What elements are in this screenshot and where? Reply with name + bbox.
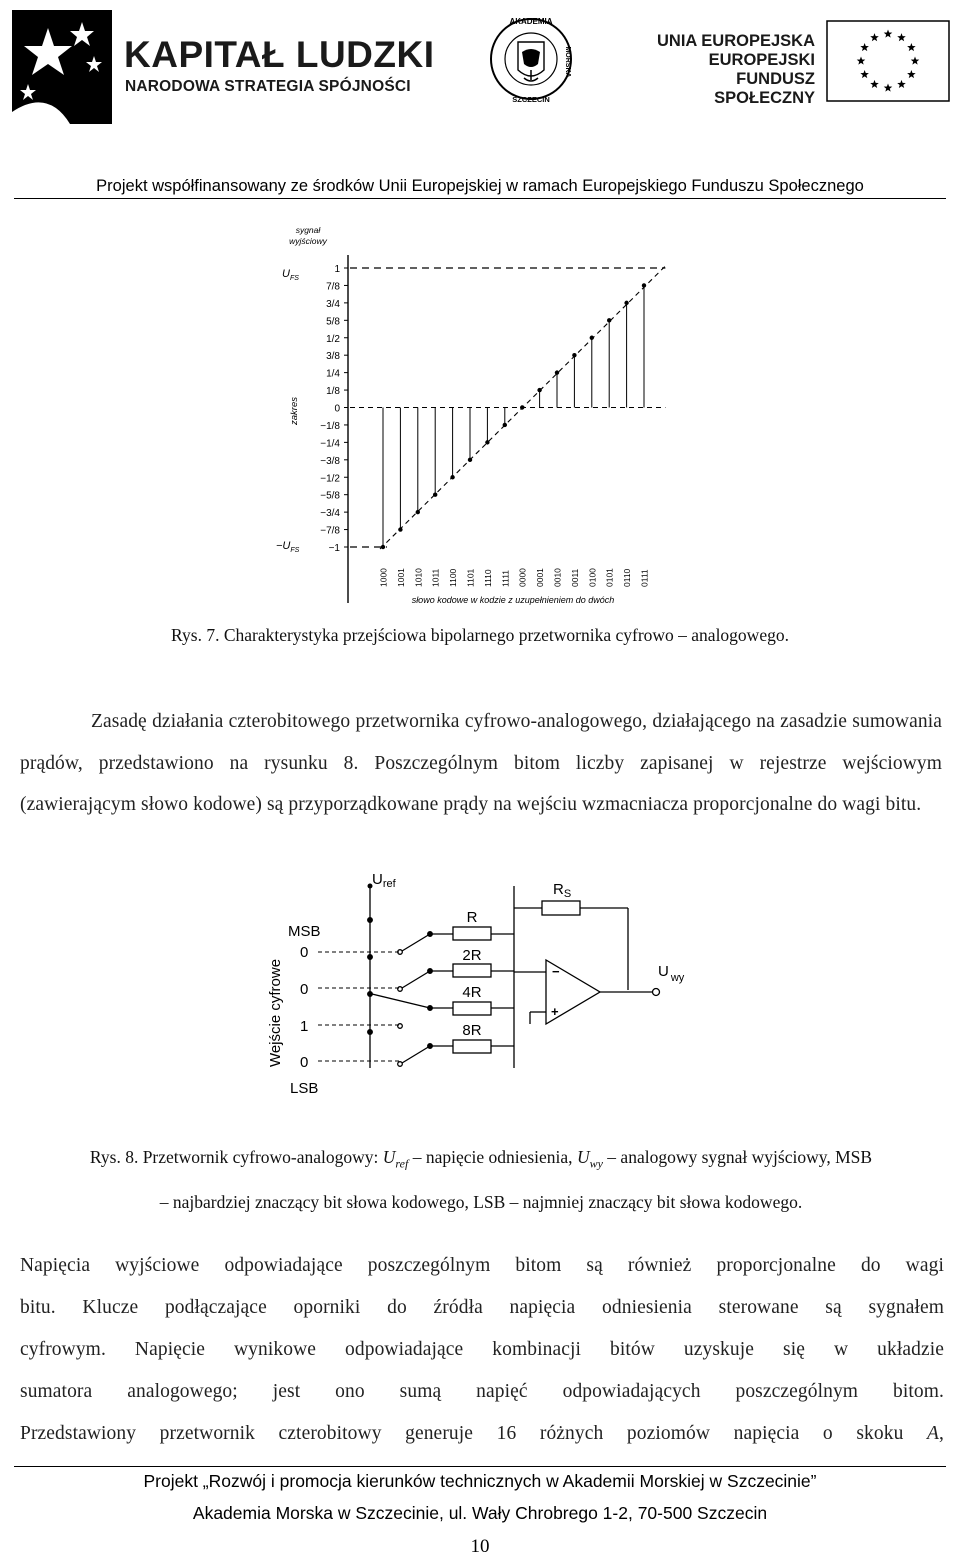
output-point (642, 283, 646, 287)
output-point (398, 527, 402, 531)
svg-text:SZCZECIN: SZCZECIN (512, 95, 550, 104)
y-tick-label: 7/8 (326, 281, 340, 293)
switch-contact-ref (368, 992, 373, 997)
ue-line-2: EUROPEJSKI (708, 51, 815, 69)
paragraph-2 (20, 1245, 944, 1455)
y-tick-label: 5/8 (326, 316, 340, 328)
y-axis-title-line-1: sygnał (295, 225, 321, 235)
switch-contact-ref (368, 1030, 373, 1035)
resistor-label-8r: 8R (462, 1022, 482, 1039)
lsb-label: LSB (290, 1080, 319, 1097)
switch-blade (372, 994, 430, 1008)
caption-8-uref: $U_{ref}$ (382, 1147, 409, 1171)
eu-flag-icon (826, 20, 950, 102)
switch-blade (402, 1046, 430, 1063)
switch-blade (402, 934, 430, 951)
output-point (624, 301, 628, 305)
caption-8-part-b: – napięcie odniesienia, (408, 1147, 577, 1167)
output-point (503, 423, 507, 427)
code-label: 0111 (639, 569, 650, 587)
variable-a: A (927, 1423, 940, 1444)
ue-line-3: FUNDUSZ SPOŁECZNY (714, 70, 815, 107)
y-tick-label: −3/8 (320, 455, 340, 467)
output-point (468, 458, 472, 462)
caption-8-part-a: Rys. 8. Przetwornik cyfrowo-analogowy: (89, 1147, 383, 1167)
y-tick-label: 3/8 (326, 351, 340, 363)
y-tick-label: 1/2 (326, 333, 340, 345)
output-point (590, 336, 594, 340)
code-label: 1011 (430, 568, 441, 587)
figure-7-caption: Rys. 7. Charakterystyka przejściowa bipolarnego przetwornika cyfrowo – analogowego. (171, 625, 789, 645)
output-point (520, 405, 524, 409)
para2-line-1: Napięcia wyjściowe odpowiadające poszczególnym bitom są również proporcjonalne do wagi (20, 1255, 944, 1276)
code-label: 1010 (413, 568, 424, 587)
figure-8-caption (20, 1138, 942, 1221)
para2-line-5: Przedstawiony przetwornik czterobitowy generuje 16 różnych poziomów napięcia o skoku A, (20, 1423, 944, 1444)
output-point (450, 475, 454, 479)
switch-contact-ground (398, 987, 403, 992)
para2-line-4: sumatora analogowego; jest ono sumą napięć odpowiadających poszczególnym bitom. (20, 1381, 944, 1402)
resistor-label-2r: 2R (462, 947, 482, 964)
resistor-label-4r: 4R (462, 984, 482, 1001)
caption-8-uwy: $U_{wy}$ (576, 1147, 603, 1171)
figure-7-transfer-characteristic (270, 215, 690, 610)
uref-label: $U_{ref}$ (372, 871, 396, 890)
header (0, 0, 960, 200)
para2-line-3: cyfrowym. Napięcie wynikowe odpowiadające kombinacji bitów uzyskuje się w układzie (20, 1339, 944, 1360)
switch-contact-ref (368, 918, 373, 923)
kapital-ludzki-logo-icon (8, 8, 116, 126)
output-point (555, 370, 559, 374)
y-tick-label: −7/8 (320, 525, 340, 537)
ufs-positive-label: $U_{FS}$ (282, 268, 299, 282)
y-tick-label: −1/2 (320, 473, 340, 485)
caption-8-part-c: – analogowy sygnał wyjściowy, MSB (602, 1147, 873, 1167)
uwy-label: U $_{wy}$ (658, 963, 685, 984)
caption-8-line-2: – najbardziej znaczący bit słowa kodowego, LSB – najmniej znaczący bit słowa kodowego. (159, 1191, 803, 1212)
code-label: 1111 (500, 569, 511, 587)
ufs-negative-label: $-U_{FS}$ (276, 540, 300, 554)
page-number: 10 (470, 1536, 490, 1557)
opamp-minus: − (552, 964, 560, 979)
output-point (381, 545, 385, 549)
y-tick-label: 1/8 (326, 386, 340, 398)
ue-line-1: UNIA EUROPEJSKA (657, 32, 815, 50)
msb-label: MSB (288, 923, 321, 940)
code-label: 0100 (587, 568, 598, 587)
y-tick-label: −1 (328, 543, 340, 554)
figure-8-dac-circuit (260, 868, 710, 1098)
output-point (416, 510, 420, 514)
output-point (485, 440, 489, 444)
code-label: 1110 (482, 569, 493, 587)
switch-blade (402, 971, 430, 988)
bit-0-label: 0 (300, 944, 309, 961)
switch-contact-ground (398, 1024, 403, 1029)
code-label: 0000 (517, 568, 528, 587)
x-axis-label: słowo kodowe w kodzie z uzupełnieniem do dwóch (411, 595, 615, 605)
range-label: zakres (289, 397, 300, 425)
y-tick-label: 1/4 (326, 368, 340, 380)
para2-line-2: bitu. Klucze podłączające oporniki do źródła napięcia odniesienia sterowane są sygnałem (20, 1297, 944, 1318)
header-divider (14, 198, 946, 199)
svg-text:MORSKA: MORSKA (564, 46, 571, 78)
switch-contact-ref (368, 955, 373, 960)
code-label: 0010 (552, 568, 563, 587)
ue-text-block (640, 32, 815, 108)
kapital-ludzki-title: KAPITAŁ LUDZKI (124, 34, 435, 75)
y-tick-label: 3/4 (326, 298, 340, 310)
y-tick-label: −1/8 (320, 420, 340, 432)
opamp-plus: + (551, 1004, 559, 1019)
footer-divider (14, 1466, 946, 1467)
akademia-morska-seal-icon (488, 12, 574, 106)
paragraph-1: Zasadę działania czterobitowego przetwornika cyfrowo-analogowego, działającego na zasadzie sumowania prądów, przedstawiono na rysunku 8. Poszczególnym bitom liczby zapisanej w rejestrze wejściowym (zawierającym słowo kodowe) są przyporządkowane prądy na wejściu wzmacniacza proporcjonalne do wagi bitu. (20, 711, 942, 815)
y-tick-label: 1 (334, 264, 340, 275)
bit-2-label: 1 (300, 1018, 309, 1035)
footer-project: Projekt „Rozwój i promocja kierunków technicznych w Akademii Morskiej w Szczecinie” (143, 1471, 817, 1491)
y-tick-label: −3/4 (320, 508, 340, 520)
code-label: 1000 (378, 568, 389, 587)
code-label: 1100 (448, 568, 459, 587)
code-label: 1001 (395, 568, 406, 587)
footer-address: Akademia Morska w Szczecinie, ul. Wały Chrobrego 1-2, 70-500 Szczecin (192, 1503, 768, 1523)
y-tick-label: −1/4 (320, 438, 340, 450)
y-tick-label: 0 (334, 403, 340, 415)
code-label: 0011 (569, 568, 580, 587)
output-point (433, 492, 437, 496)
code-label: 0001 (535, 568, 546, 587)
bit-3-label: 0 (300, 1054, 309, 1071)
output-point (607, 318, 611, 322)
bit-1-label: 0 (300, 981, 309, 998)
code-label: 0101 (604, 568, 615, 587)
input-label: Wejście cyfrowe (267, 958, 284, 1068)
rs-label: $R_S$ (553, 881, 572, 900)
kapital-ludzki-subtitle: NARODOWA STRATEGIA SPÓJNOŚCI (125, 78, 411, 95)
cofinance-line: Projekt współfinansowany ze środków Unii Europejskiej w ramach Europejskiego Funduszu Społecznego (96, 177, 864, 195)
resistor-label-r: R (466, 909, 478, 926)
switch-contact-ground (398, 1062, 403, 1067)
code-label: 0110 (622, 568, 633, 587)
y-tick-label: −5/8 (320, 490, 340, 502)
output-point (537, 388, 541, 392)
y-axis-title-line-2: wyjściowy (289, 236, 327, 246)
code-label: 1101 (465, 568, 476, 587)
svg-text:AKADEMIA: AKADEMIA (509, 17, 553, 26)
output-point (572, 353, 576, 357)
